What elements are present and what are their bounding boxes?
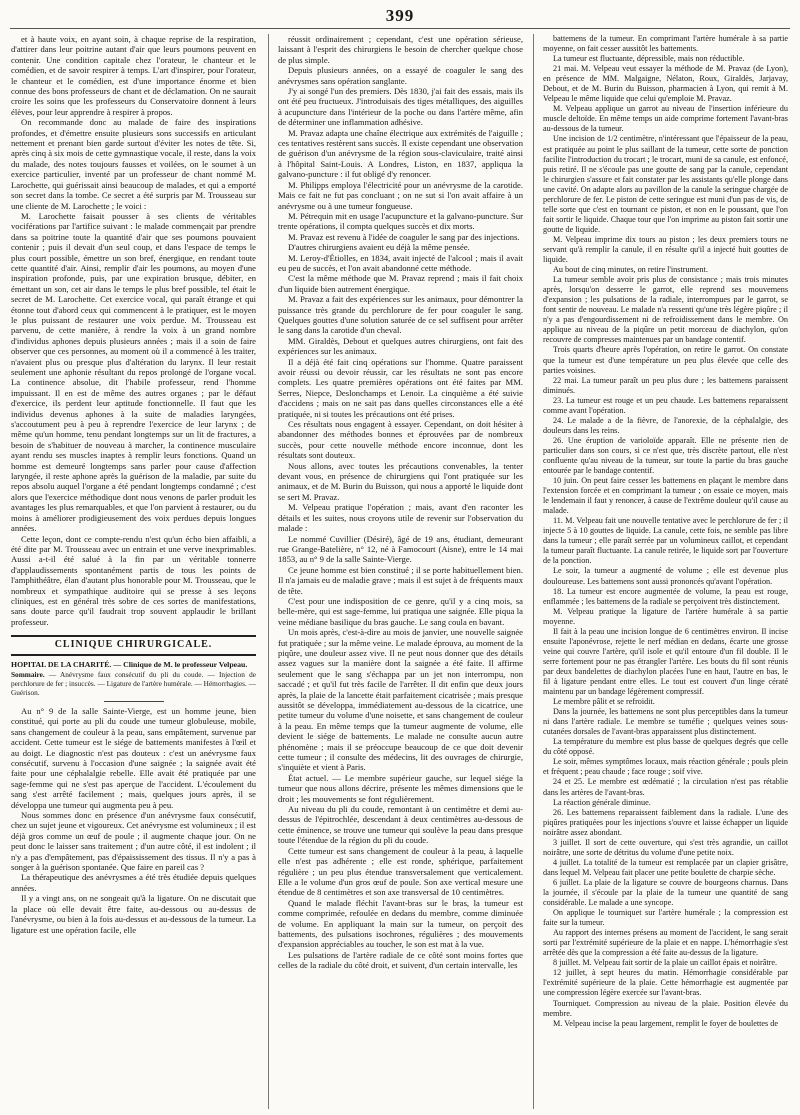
summary-text: — Anévrysme faux consécutif du pli du coude. — Injection de perchlorure de fer ; insuccès. — Ligature de l'artère humérale. — Hémorrhagies. — Guérison. — [11, 669, 256, 697]
paragraph: 26. Les battemens reparaissent faiblement dans la radiale. L'une des piqûres pratiquées pour les injections s'ouvre et laisse échapper un liquide noirâtre assez abondant. — [543, 807, 788, 837]
paragraph: 18. La tumeur est encore augmentée de volume, la peau est rouge, enflammée ; les battemens de la radiale se perçoivent très distinctement. — [543, 586, 788, 606]
paragraph: Cette tumeur est sans changement de couleur à la peau, à laquelle elle n'est pas adhérente ; elle est ronde, sphérique, parfaitement régulière ; un peu plus étendue transversalement que verticalement. Elle a le volume d'un gros œuf de poule. Son axe vertical mesure une étendue de 8 centimètres et son axe transversal de 10 centimètres. — [278, 845, 523, 898]
paragraph: Le membre pâlit et se refroidit. — [553, 697, 655, 707]
page-number: 399 — [385, 6, 415, 25]
paragraph: Les pulsations de l'artère radiale de ce côté sont moins fortes que celles de la radiale du côté droit, et suivent, d'un certain intervalle, les — [278, 949, 523, 971]
column-1 — [11, 34, 256, 1109]
paragraph: Quand le malade fléchit l'avant-bras sur le bras, la tumeur est comme comprimée, refoulée en dedans du membre, comme diminuée de volume. En appliquant la main sur la tumeur, on perçoit des battements, des pulsations isochrones, régulières ; des mouvements d'expansion appréciables au toucher, le son est mat à la vue. — [278, 897, 523, 950]
paragraph: et à haute voix, en ayant soin, à chaque reprise de la respiration, d'attirer dans leur poitrine autant d'air que leurs poumons peuvent en contenir. Une condition capitale chez l'orateur, le chanteur et le comédien, et de savoir respirer à temps. L'art d'inspirer, pour l'orateur, le chanteur et le comédien, est d'une importance énorme et bien connue des bons professeurs de chant et de déclamation. On ne saurait croire les soins que les professeurs du Conservatoire donnent à leurs élèves, pour leur apprendre à respirer à propos. — [11, 34, 256, 117]
paragraph: 11. M. Velpeau fait une nouvelle tentative avec le perchlorure de fer ; il injecte 5 à 10 gouttes de liquide. La canule, cette fois, ne semble pas libre dans la tumeur ; elle paraît serrée par un volumineux caillot, et cependant la tumeur paraît fluctuante. La canule retirée, le liquide sort par l'ouverture de la ponction. — [543, 516, 788, 566]
paragraph: La tumeur est fluctuante, dépressible, mais non réductible. — [553, 54, 745, 64]
paragraph: Au niveau du pli du coude, remontant à un centimètre et demi au-dessus de l'épitrochlée, descendant à deux centimètres au-dessous de cette éminence, se trouve une tumeur qui soulève la peau dans presque toute l'étendue de la région du pli du coude. — [278, 804, 523, 846]
paragraph: battemens de la tumeur. En comprimant l'artère humérale à sa partie moyenne, on fait cesser aussitôt les battements. — [543, 34, 788, 54]
paragraph: D'autres chirurgiens avaient eu déjà la même pensée. — [288, 242, 470, 253]
paragraph: 26. Une éruption de varioloïde apparaît. Elle ne présente rien de particulier dans son cours, si ce n'est que, très discrète partout, elle n'est confluente qu'au niveau de la tumeur, sur toute la partie du bras gauche entourée par le bandage contentif. — [543, 435, 788, 476]
paragraph: MM. Giraldès, Debout et quelques autres chirurgiens, ont fait des expériences sur les animaux. — [278, 335, 523, 357]
paragraph: Le soir, mêmes symptômes locaux, mais réaction générale ; pouls plein et fréquent ; peau chaude ; face rouge ; soif vive. — [543, 757, 788, 777]
paragraph: Nous sommes donc en présence d'un anévrysme faux consécutif, chez un sujet jeune et vigoureux. Cet anévrysme est volumineux ; il est déjà gros comme un œuf de poule ; il augmente chaque jour. On ne peut donc le laisser sans traitement ; d'un autre côté, il est indolent ; il n'y a pas d'empâtement, pas d'épaississement des tissus. Il n'y a pas à songer à la guérison spontanée. Que faire en pareil cas ? — [11, 810, 256, 873]
paragraph: Il y a vingt ans, on ne songeait qu'à la ligature. On ne discutait que la place où elle devait être faite, au-dessous ou au-dessus de l'anévrysme, ou bien à la fois au-dessus et au-dessous de la tumeur. La ligature est une opération facile, elle — [11, 893, 256, 935]
paragraph: M. Pravaz est revenu à l'idée de coaguler le sang par des injections. — [288, 231, 520, 242]
paragraph: 24. Le malade a de la fièvre, de l'anorexie, de la céphalalgie, des douleurs dans les reins. — [543, 415, 788, 435]
paragraph: M. Velpeau pratique l'opération ; mais, avant d'en raconter les détails et les suites, nous croyons utile de revenir sur l'observation du malade : — [278, 502, 523, 534]
paragraph: 21 mai. M. Velpeau veut essayer la méthode de M. Pravaz (de Lyon), en présence de MM. Malgaigne, Nélaton, Roux, Giraldès, Jarjavay, Debout, et de M. Burin du Buisson, pharmacien à Lyon, qui remit à M. Velpeau le même liquide que celui qu'emploie M. Pravaz. — [543, 64, 788, 104]
paragraph: 6 juillet. La plaie de la ligature se couvre de bourgeons charnus. Dans la journée, il s'écoule par la plaie de la tumeur une quantité de sang considérable. Le malade a une syncope. — [543, 877, 788, 908]
paragraph: Dans la journée, les battemens ne sont plus perceptibles dans la tumeur ni dans l'artère radiale. Le membre se tuméfie ; quelques veines sous-cutanées dorsales de l'avant-bras apparaissent plus distinctement. — [543, 707, 788, 737]
paragraph: Une incision de 1/2 centimètre, n'intéressant que l'épaisseur de la peau, est pratiquée au point le plus saillant de la tumeur, cette sorte de ponction facilite l'introduction du trocart ; le trocart, muni de sa canule, est enfoncé, puis retiré. Il ne s'écoule pas une goutte de sang par la canule, cependant le chirurgien s'assure et fait constater par les assistants qu'elle plonge dans une cavité. On adapte alors au pavillon de la canule la seringue chargée de perchlorure de fer. Le piston de cette seringue est muni d'un pas de vis, de telle sorte que c'est en tournant ce piston, et non en le poussant, que l'on fait sortir le liquide. Chaque tour que l'on imprime au piston fait sortir une goutte de liquide. — [543, 134, 788, 234]
paragraph: On applique le tourniquet sur l'artère humérale ; la compression est faite sur la tumeur. — [543, 908, 788, 928]
paragraph: Nous allons, avec toutes les précautions convenables, la tenter devant vous, en présence de chirurgiens qui l'ont pratiquée sur les animaux, et de M. Burin du Buisson, qui nous a apporté le liquide dont se sert M. Pravaz. — [278, 460, 523, 502]
paragraph: Un mois après, c'est-à-dire au mois de janvier, une nouvelle saignée fut pratiquée ; sur la même veine. Le malade éprouva, au moment de la piqûre, une douleur assez vive. Il ne peut nous donner que des détails assez vagues sur la manière dont la saignée a été faite. Il affirme seulement que le sang s'échappa par un jet non interrompu, non saccadé ; et qu'il fut très facile de l'arrêter. Il dit enfin que deux jours après, la plaie de la lancette était parfaitement cicatrisée ; mais presque aussitôt se développa, immédiatement au-dessous de la cicatrice, une petite tumeur du volume d'une noisette, et sans changement de couleur à la peau. En même temps que la tumeur augmente de volume, elle devient le siége de battements. Le malade ne consulte aucun autre phénomène ; mais il se préoccupe beaucoup de ce que doit devenir cette tumeur ; il consulte des médecins, lit des ouvrages de chirurgie, s'inquiète et vient à Paris. — [278, 627, 523, 773]
column-divider — [268, 34, 269, 1109]
header-rule — [10, 28, 790, 29]
paragraph: 10 juin. On peut faire cesser les battemens en plaçant le membre dans l'extension forcée et en comprimant la tumeur ; on essaie ce moyen, mais le lendemain il faut y renoncer, à cause de l'extrême douleur qu'il cause au malade. — [543, 476, 788, 516]
paragraph: M. Velpeau applique un garrot au niveau de l'insertion inférieure du muscle deltoïde. En même temps un aide comprime fortement l'avant-bras au-dessous de la tumeur. — [543, 104, 788, 134]
paragraph: 23. La tumeur est rouge et un peu chaude. Les battemens reparaissent comme avant l'opération. — [543, 395, 788, 415]
hospital-heading: HOPITAL DE LA CHARITÉ. — Clinique de M. le professeur Velpeau. — [11, 659, 248, 669]
paragraph: Cette leçon, dont ce compte-rendu n'est qu'un écho bien affaibli, a été dite par M. Trousseau avec un entrain et une verve inexprimables. Aussi a-t-il été salué à la fin par un véritable tonnerre d'applaudissements spontanément partis de tous les points de l'amphithéâtre, élan d'autant plus honorable pour M. Trousseau, que le nombreux et sympathique auditoire qui se presse à ses leçons cliniques, est en général très sobre de ces sortes de manifestations, sans doute parce qu'il faudrait trop souvent applaudir le brillant professeur. — [11, 533, 256, 627]
separator — [104, 701, 164, 702]
paragraph: M. Velpeau incise la peau largement, remplit le foyer de boulettes de — [553, 1018, 779, 1028]
paragraph: M. Larochette faisait pousser à ses clients de véritables vociférations par l'artifice suivant : le malade commençait par prendre dans sa poitrine toute la quantité d'air que ses poumons pouvaient contenir ; puis il devait d'un seul coup, et dans l'espace de temps le plus court possible, émettre un son bref, énergique, en rendant toute cette quantité d'air. Ainsi, remplir d'air les poumons, au moyen d'une inspiration profonde, puis, par une expiration brusque, débiter, en émettant un son, cet air dans le temps le plus bref possible, tel était le secret de M. Larochette. Cet exercice vocal, qui paraît étrange et qui étonne tout d'abord ceux qui commencent à le pratiquer, est le moyen le plus puissant de restaurer une voix perdue. M. Trousseau est parvenu, de cette manière, à rendre la voix à un grand nombre d'individus aphones depuis plusieurs années ; mais il a soin de faire observer que ces personnes, au moment où il a commencé à les traiter, n'avaient plus ou presque plus d'altération du larynx. Il leur restait seulement une aphonie résultant du repos prolongé de l'organe vocal. La continence absolue, dit l'habile professeur, rend l'homme impuissant. Il en est de même des autres organes ; par le défaut d'exercice, ils perdent leur aptitude fonctionnelle. Il faut que les individus devenus aphones à la suite de maladies laryngées, s'accoutument peu à peu à reprendre l'exercice de leur larynx ; de même qu'un homme, tenu pendant longtemps sur un lit de fractures, a besoin de s'habituer de nouveau à marcher, la continence musculaire ayant rendu ses muscles inaptes à remplir leurs fonctions. Quand un homme est demeuré longtemps sans parler pour cause d'affection laryngée, il reste aphone après la guérison de la maladie, par suite du repos absolu auquel l'organe a été pendant longtemps condamné ; c'est alors que l'exercice méthodique dont nous venons de parler produit les avantages les plus remarquables, et que l'on parvient à restaurer, ou du moins à améliorer prodigieusement des voix perdues depuis longues années. — [11, 210, 256, 534]
paragraph: Ce jeune homme est bien constitué ; il se porte habituellement bien. Il n'a jamais eu de maladie grave ; mais il est sujet à de fréquents maux de tête. — [278, 564, 523, 596]
paragraph: Au n° 9 de la salle Sainte-Vierge, est un homme jeune, bien constitué, qui porte au pli du coude une tumeur globuleuse, mobile, sans changement de couleur à la peau, sans empâtement, survenue par accident. Cette tumeur est le siége de battements manifestes à l'œil et au doigt. Le diagnostic n'est pas douteux : c'est un anévrysme faux consécutif, survenu à l'occasion d'une saignée ; la saignée avait été faite pour une céphalalgie rebelle. Elle avait été pratiquée par une sage-femme qui ne s'est pas aperçue de l'accident. L'écoulement du sang s'est arrêté facilement ; mais, quelques jours après, il se développa une tumeur qui augmenta peu à peu. — [11, 705, 256, 810]
paragraph: La thérapeutique des anévrysmes a été très étudiée depuis quelques années. — [11, 872, 256, 893]
paragraph: La température du membre est plus basse de quelques degrés que celle du côté opposé. — [543, 737, 788, 757]
paragraph: Trois quarts d'heure après l'opération, on retire le garrot. On constate que la tumeur est d'une température un peu plus élevée que celle des parties voisines. — [543, 345, 788, 375]
paragraph: C'est pour une indisposition de ce genre, qu'il y a cinq mois, sa belle-mère, qui est sage-femme, lui pratiqua une saignée. Elle piqua la veine médiane basilique du bras gauche. Le sang coula en bavant. — [278, 595, 523, 627]
paragraph: M. Velpeau pratique la ligature de l'artère humérale à sa partie moyenne. — [543, 606, 788, 626]
paragraph: M. Pétrequin mit en usage l'acupuncture et la galvano-puncture. Sur trente opérations, il compta quelques succès et dix morts. — [278, 210, 523, 232]
paragraph: Tourniquet. Compression au niveau de la plaie. Position élevée du membre. — [543, 998, 788, 1018]
column-divider — [533, 34, 534, 1109]
paragraph: 24 et 25. Le membre est œdématié ; la circulation n'est pas rétablie dans les artères de l'avant-bras. — [543, 777, 788, 797]
paragraph: M. Pravaz adapta une chaîne électrique aux extrémités de l'aiguille ; ces tentatives restèrent sans succès. Il existe cependant une observation de guérison d'un anévrysme de la région sous-claviculaire, traité ainsi à l'hôpital Saint-Louis. A Londres, Liston, en 1837, appliqua la galvano-puncture : il fut obligé d'y renoncer. — [278, 127, 523, 180]
paragraph: 22 mai. La tumeur paraît un peu plus dure ; les battemens paraissent diminués. — [543, 375, 788, 395]
summary-label: Sommaire. — [11, 669, 45, 679]
paragraph: 3 juillet. Il sort de cette ouverture, qui s'est très agrandie, un caillot noirâtre, une sorte de détritus du volume d'une petite noix. — [543, 837, 788, 857]
paragraph: C'est la même méthode que M. Pravaz reprend ; mais il fait choix d'un liquide bien autrement énergique. — [278, 273, 523, 294]
paragraph: M. Leroy-d'Étiolles, en 1834, avait injecté de l'alcool ; mais il avait eu peu de succès, et l'on avait abandonné cette méthode. — [278, 252, 523, 273]
paragraph: Il a déjà été fait cinq opérations sur l'homme. Quatre paraissent avoir réussi ou devoir réussir, car les résultats ne sont pas encore complets. Les quatre premières opérations ont été faites par MM. Serres, Niepce, Deslonchamps et Lenoir. La cinquième a été suivie d'accidens ; mais on ne sait pas dans quelles circonstances elle a été pratiquée, ni si toutes les précautions ont été prises. — [278, 356, 523, 419]
paragraph: État actuel. — Le membre supérieur gauche, sur lequel siége la tumeur que nous allons décrire, présente les mêmes dimensions que le droit ; les mouvements se font régulièrement. — [278, 772, 523, 804]
paragraph: Le nommé Cuvillier (Désiré), âgé de 19 ans, étudiant, demeurant rue Grange-Batelière, n° 12, né à Famocourt (Aisne), entre le 14 mai 1853, au n° 9 de la salle Sainte-Vierge. — [278, 533, 523, 565]
paragraph: M. Pravaz a fait des expériences sur les animaux, pour démontrer la puissance très grande du perchlorure de fer pour coaguler le sang. Quelques gouttes d'une solution saturée de ce sel suffisent pour arrêter le sang dans la carotide d'un cheval. — [278, 294, 523, 336]
hospital-line — [11, 660, 256, 670]
paragraph: 4 juillet. La totalité de la tumeur est remplacée par un clapier grisâtre, dans lequel M. Velpeau fait placer une petite boulette de charpie sèche. — [543, 857, 788, 877]
paragraph: Le soir, la tumeur a augmenté de volume ; elle est devenue plus douloureuse. Les battemens sont aussi prononcés qu'avant l'opération. — [543, 566, 788, 586]
column-2 — [278, 34, 523, 1109]
column-3 — [543, 34, 788, 1109]
paragraph: La tumeur semble avoir pris plus de consistance ; mais trois minutes après, lorsqu'on desserre le garrot, elle reprend ses mouvemens d'expansion ; les pulsations de la radiale, interrompues par le garrot, se font sentir de nouveau. Le malade n'a ressenti qu'une très légère piqûre ; il n'y a pas d'engourdissement ni de refroidissement dans le membre. On applique au niveau de la piqûre un petit morceau de diachylon, qu'on recouvre de compresses maintenues par un bandage contentif. — [543, 275, 788, 345]
paragraph: M. Velpeau imprime dix tours au piston ; les deux premiers tours ne servant qu'à remplir la canule, il en résulte qu'il a injecté huit gouttes de liquide. — [543, 234, 788, 265]
paragraph: Il fait à la peau une incision longue de 6 centimètres environ. Il incise ensuite l'aponévrose, rejette le nerf médian en dedans, écarte une grosse veine qui couvre l'artère, qu'il isole et qu'il entoure d'un fil double. Il le serre fortement pour ne pas étrangler l'artère. Les bouts du fil sont réunis par deux bandelettes de diachylon placées l'une en haut, l'autre en bas, le fil à ligature pendant entre elles. Le tout est couvert d'un linge cératé maintenu par un bandage légèrement compressif. — [543, 626, 788, 697]
paragraph: 8 juillet. M. Velpeau fait sortir de la plaie un caillot épais et noirâtre. — [553, 958, 778, 968]
summary — [11, 670, 256, 697]
paragraph: La réaction générale diminue. — [553, 797, 651, 807]
paragraph: Au bout de cinq minutes, on retire l'instrument. — [553, 265, 708, 275]
paragraph: J'y ai songé l'un des premiers. Dès 1830, j'ai fait des essais, mais ils ont été peu fructueux. J'introduisais des tiges métalliques, des aiguilles à acupuncture dans l'intérieur de la poche ou dans l'artère même, afin de déterminer une inflammation adhésive. — [278, 86, 523, 128]
paragraph: réussit ordinairement ; cependant, c'est une opération sérieuse, laissant à l'esprit des chirurgiens le besoin de chercher quelque chose de plus simple. — [278, 34, 523, 65]
paragraph: On recommande donc au malade de faire des inspirations profondes, et d'émettre ensuite plusieurs sons successifs en articulant nettement et prenant bien garde surtout d'éviter les notes de tête. Si, après cinq à six mois de cette gymnastique vocale, il reste, dans la voix du malade, des notes toujours fausses et voilées, on le soumet à un exercice particulier, inventé par un professeur de chant nommé M. Larochette, qui guérissait ainsi beaucoup de malades, et qui a emporté son secret dans la tombe. Ce secret a été surpris par M. Trousseau sur une cliente de M. Larochette ; le voici : — [11, 117, 256, 211]
paragraph: 12 juillet, à sept heures du matin. Hémorrhagie considérable par l'extrémité supérieure de la plaie. Cette hémorrhagie est augmentée par une compression légère exercée sur l'avant-bras. — [543, 968, 788, 998]
paragraph: Depuis plusieurs années, on a essayé de coaguler le sang des anévrysmes sans opération sanglante. — [278, 65, 523, 86]
paragraph: Ces résultats nous engagent à essayer. Cependant, on doit hésiter à abandonner des méthodes bonnes et éprouvées par de nombreux succès, pour cette nouvelle méthode encore inconnue, dont les résultats sont douteux. — [278, 419, 523, 461]
paragraph: Au rapport des internes présens au moment de l'accident, le sang serait sorti par l'extrémité supérieure de la plaie et en nappe. L'hémorrhagie s'est arrêtée dès que la compression a été faite au-dessus de la ligature. — [543, 928, 788, 958]
paragraph: M. Philipps employa l'électricité pour un anévrysme de la carotide. Mais ce fait ne fut pas concluant ; on ne sut si l'on avait affaire à un anévrysme ou à une tumeur fongueuse. — [278, 179, 523, 211]
section-title: CLINIQUE CHIRURGICALE. — [11, 635, 256, 655]
